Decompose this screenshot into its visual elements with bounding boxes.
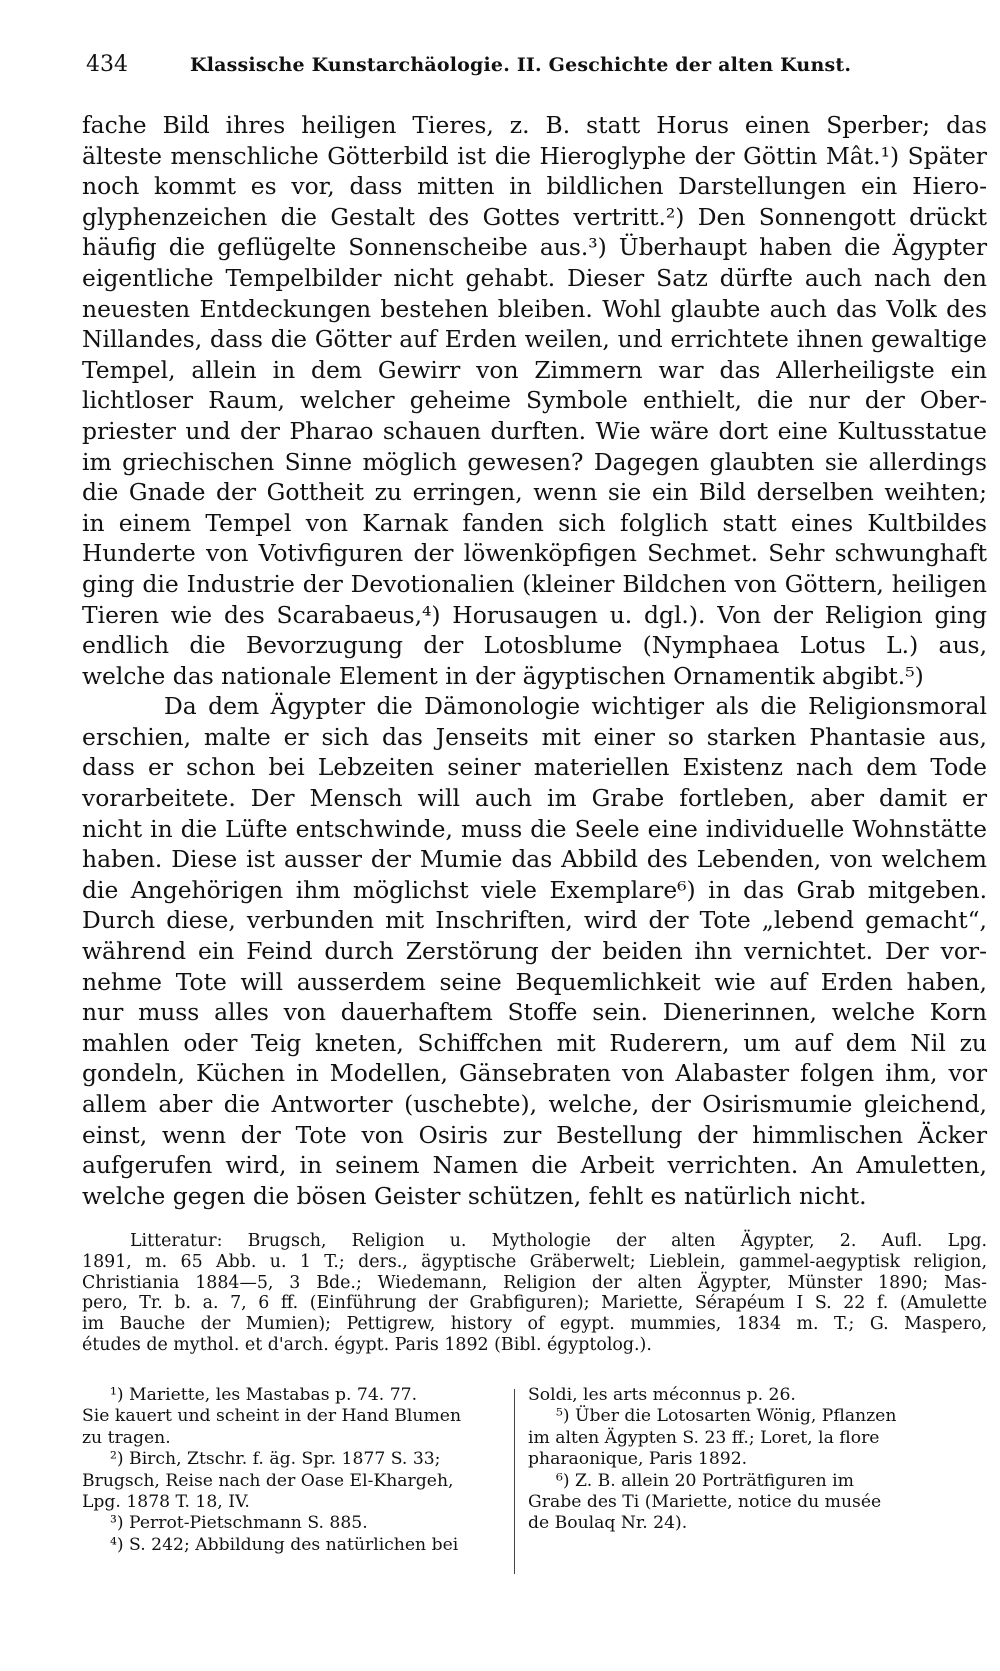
text-line: in einem Tempel von Karnak fanden sich folglich statt eines Kultbildes bbox=[82, 508, 987, 537]
footnote-line: Soldi, les arts méconnus p. 26. bbox=[528, 1385, 796, 1405]
text-line: lichtloser Raum, welcher geheime Symbole enthielt, die nur der Ober- bbox=[82, 386, 987, 415]
text-line: endlich die Bevorzugung der Lotosblume (Nymphaea Lotus L.) aus, bbox=[82, 631, 987, 660]
literature-line: Christiania 1884—5, 3 Bde.; Wiedemann, Religion der alten Ägypter, Münster 1890; Mas- bbox=[82, 1272, 987, 1293]
paragraph-start-line: Da dem Ägypter die Dämonologie wichtiger als die Religionsmoral bbox=[164, 692, 987, 721]
footnote-line: ⁴) S. 242; Abbildung des natürlichen bei bbox=[110, 1534, 459, 1555]
text-line: fache Bild ihres heiligen Tieres, z. B. statt Horus einen Sperber; das bbox=[82, 111, 987, 139]
text-line: priester und der Pharao schauen durften. Wie wäre dort eine Kultusstatue bbox=[82, 416, 987, 445]
text-line: glyphenzeichen die Gestalt des Gottes vertritt.²) Den Sonnengott drückt bbox=[82, 202, 987, 231]
literature-section bbox=[82, 1231, 987, 1356]
footnotes-right-column bbox=[528, 1385, 953, 1535]
footnotes bbox=[82, 1385, 987, 1575]
text-line: neuesten Entdeckungen bestehen bleiben. Wohl glaubte auch das Volk des bbox=[82, 294, 987, 323]
text-line: aufgerufen wird, in seinem Namen die Arbeit verrichten. An Amuletten, bbox=[82, 1151, 987, 1180]
text-line: häufig die geflügelte Sonnenscheibe aus.³) Überhaupt haben die Ägypter bbox=[82, 233, 987, 262]
text-line: erschien, malte er sich das Jenseits mit einer so starken Phantasie aus, bbox=[82, 722, 987, 751]
footnote-line: pharaonique, Paris 1892. bbox=[528, 1449, 748, 1470]
text-line: Tempel, allein in dem Gewirr von Zimmern war das Allerheiligste ein bbox=[82, 355, 987, 384]
main-text bbox=[82, 110, 987, 1211]
literature-line: im Bauche der Mumien); Pettigrew, history of egypt. mummies, 1834 m. T.; G. Maspero, bbox=[82, 1314, 987, 1335]
text-line: welche das nationale Element in der ägyptischen Ornamentik abgibt.⁵) bbox=[82, 661, 924, 690]
footnote-line: ¹) Mariette, les Mastabas p. 74. 77. bbox=[110, 1385, 418, 1405]
text-line: die Angehörigen ihm möglichst viele Exemplare⁶) in das Grab mitgeben. bbox=[82, 875, 987, 904]
page-number: 434 bbox=[86, 52, 128, 77]
text-line: allem aber die Antworter (uschebte), welche, der Osirismumie gleichend, bbox=[82, 1090, 987, 1118]
running-title: Klassische Kunstarchäologie. II. Geschichte der alten Kunst. bbox=[190, 54, 852, 76]
text-line: eigentliche Tempelbilder nicht gehabt. Dieser Satz dürfte auch nach den bbox=[82, 263, 987, 292]
text-line: gondeln, Küchen in Modellen, Gänsebraten von Alabaster folgen ihm, vor bbox=[82, 1059, 987, 1088]
footnote-line: ²) Birch, Ztschr. f. äg. Spr. 1877 S. 33; bbox=[110, 1449, 441, 1470]
text-line: einst, wenn der Tote von Osiris zur Bestellung der himmlischen Äcker bbox=[82, 1120, 987, 1149]
footnote-line: ³) Perrot-Pietschmann S. 885. bbox=[110, 1513, 368, 1534]
footnote-line: ⁵) Über die Lotosarten Wönig, Pflanzen bbox=[556, 1406, 897, 1427]
text-line: dass er schon bei Lebzeiten seiner materiellen Existenz nach dem Tode bbox=[82, 753, 987, 782]
footnote-line: zu tragen. bbox=[82, 1427, 171, 1448]
text-line: Nillandes, dass die Götter auf Erden weilen, und errichtete ihnen gewaltige bbox=[82, 325, 987, 354]
footnote-line: de Boulaq Nr. 24). bbox=[528, 1513, 688, 1534]
literature-line: études de mythol. et d'arch. égypt. Paris 1892 (Bibl. égyptolog.). bbox=[82, 1334, 652, 1355]
text-line: noch kommt es vor, dass mitten in bildlichen Darstellungen ein Hiero- bbox=[82, 172, 987, 201]
text-line: Durch diese, verbunden mit Inschriften, wird der Tote „lebend gemacht“, bbox=[82, 906, 987, 935]
footnote-line: im alten Ägypten S. 23 ff.; Loret, la flore bbox=[528, 1427, 880, 1448]
literature-line: 1891, m. 65 Abb. u. 1 T.; ders., ägyptische Gräberwelt; Lieblein, gammel-aegyptisk religion, bbox=[82, 1251, 987, 1272]
footnote-line: Sie kauert und scheint in der Hand Blumen bbox=[82, 1406, 462, 1427]
text-line: welche gegen die bösen Geister schützen, fehlt es natürlich nicht. bbox=[82, 1181, 867, 1210]
text-line: während ein Feind durch Zerstörung der beiden ihn vernichtet. Der vor- bbox=[82, 937, 987, 966]
text-line: nicht in die Lüfte entschwinde, muss die Seele eine individuelle Wohnstätte bbox=[82, 814, 987, 843]
text-line: älteste menschliche Götterbild ist die Hieroglyphe der Göttin Mât.¹) Später bbox=[82, 141, 987, 170]
text-line: mahlen oder Teig kneten, Schiffchen mit Ruderern, um auf dem Nil zu bbox=[82, 1028, 987, 1057]
literature-line: pero, Tr. b. a. 7, 6 ff. (Einführung der Grabfiguren); Mariette, Sérapéum I S. 22 f. (Amulette bbox=[82, 1293, 987, 1314]
text-line: die Gnade der Gottheit zu erringen, wenn sie ein Bild derselben weihten; bbox=[82, 478, 987, 507]
text-line: Hunderte von Votivfiguren der löwenköpfigen Sechmet. Sehr schwunghaft bbox=[82, 539, 987, 568]
footnote-line: Brugsch, Reise nach der Oase El-Khargeh, bbox=[82, 1470, 454, 1491]
text-line: Tieren wie des Scarabaeus,⁴) Horusaugen u. dgl.). Von der Religion ging bbox=[82, 600, 987, 629]
text-line: nur muss alles von dauerhaftem Stoffe sein. Dienerinnen, welche Korn bbox=[82, 998, 987, 1027]
footnote-line: Grabe des Ti (Mariette, notice du musée bbox=[528, 1492, 882, 1513]
text-line: nehme Tote will ausserdem seine Bequemlichkeit wie auf Erden haben, bbox=[82, 967, 987, 996]
footnote-line: Lpg. 1878 T. 18, IV. bbox=[82, 1492, 250, 1513]
footnote-column-divider bbox=[514, 1389, 515, 1574]
text-line: vorarbeitete. Der Mensch will auch im Grabe fortleben, aber damit er bbox=[82, 784, 987, 813]
running-head bbox=[86, 52, 936, 86]
text-line: ging die Industrie der Devotionalien (kleiner Bildchen von Göttern, heiligen bbox=[82, 569, 987, 598]
text-line: im griechischen Sinne möglich gewesen? Dagegen glaubten sie allerdings bbox=[82, 447, 987, 476]
text-line: haben. Diese ist ausser der Mumie das Abbild des Lebenden, von welchem bbox=[82, 845, 987, 874]
footnote-line: ⁶) Z. B. allein 20 Porträtfiguren im bbox=[556, 1470, 854, 1491]
footnotes-left-column bbox=[82, 1385, 507, 1556]
literature-line: Litteratur: Brugsch, Religion u. Mythologie der alten Ägypter, 2. Aufl. Lpg. bbox=[130, 1231, 987, 1251]
